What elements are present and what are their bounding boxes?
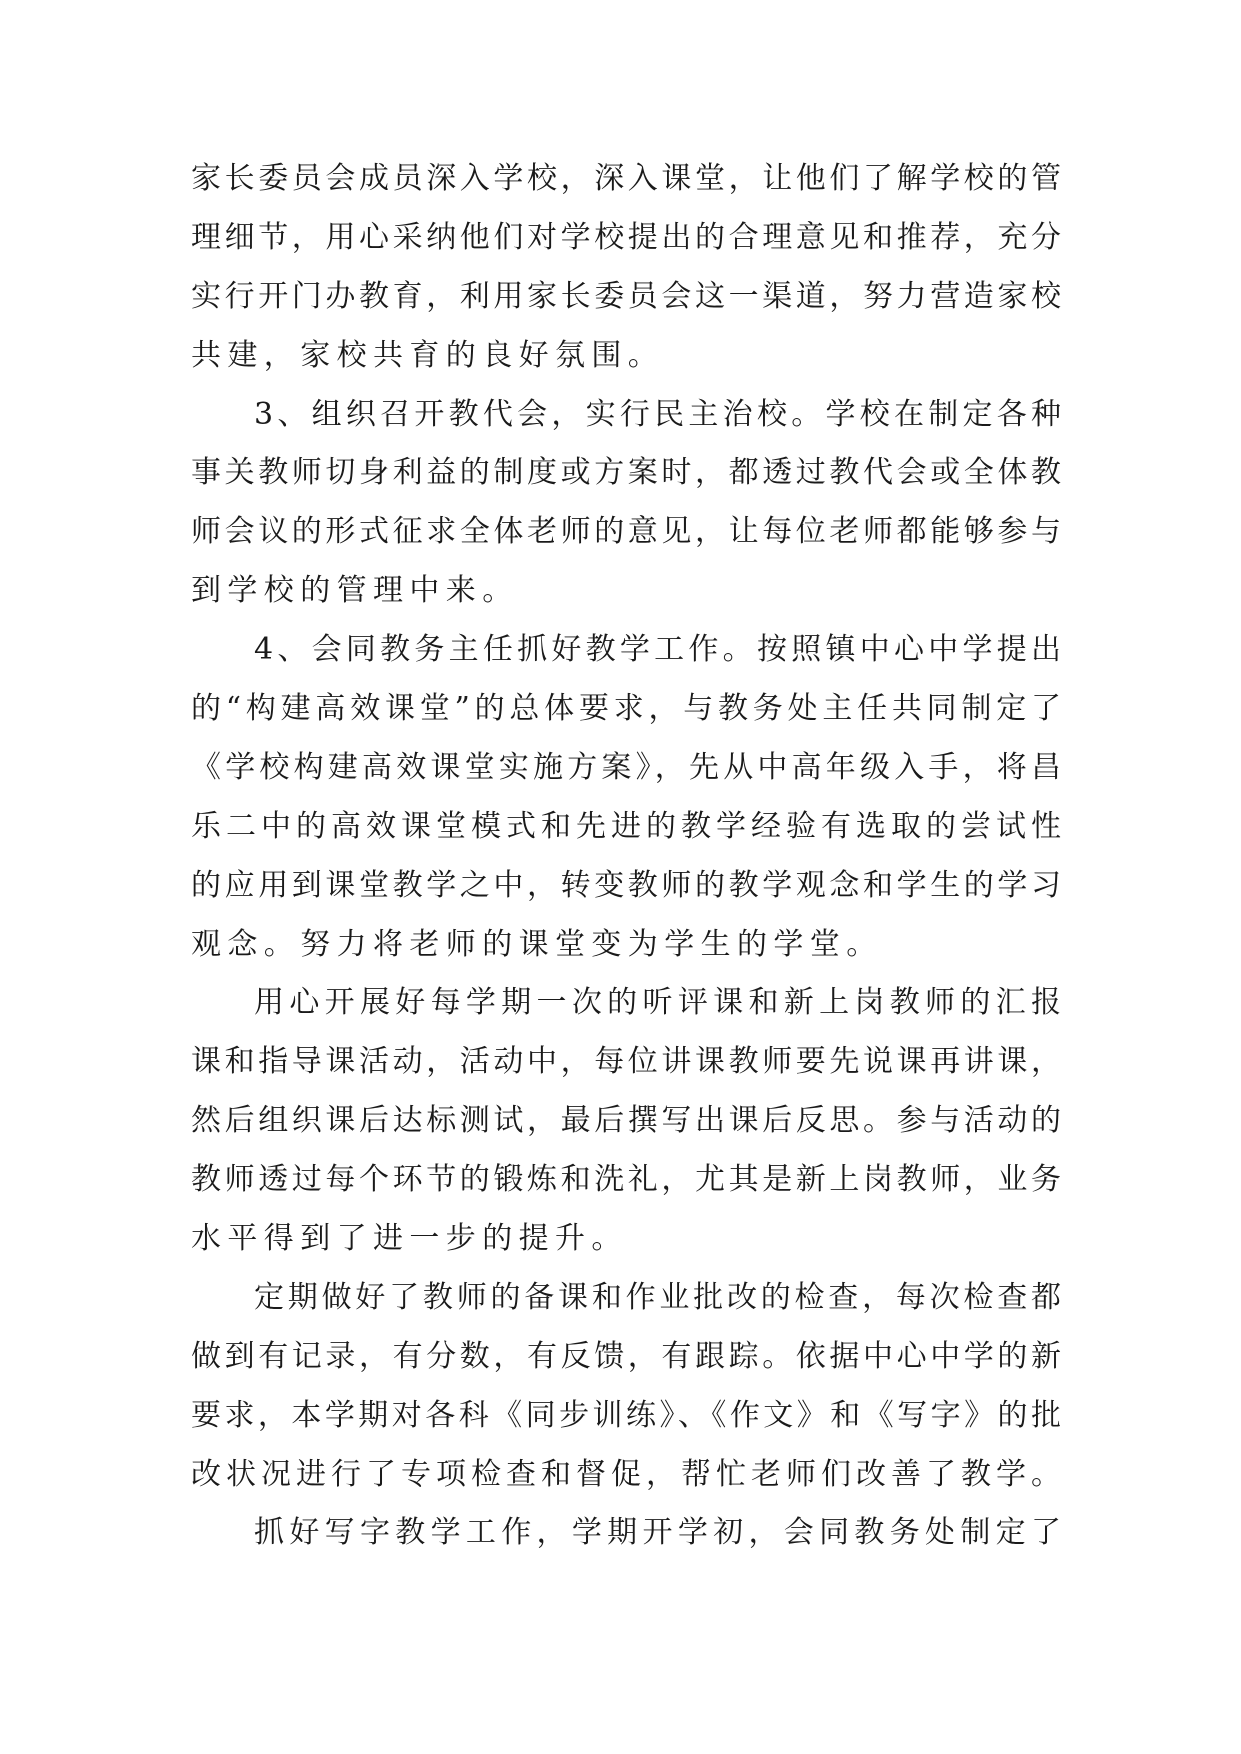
text-line: 要求，本学期对各科《同步训练》、《作文》和《写字》的批 <box>191 1397 1061 1433</box>
text-line: 师会议的形式征求全体老师的意见，让每位老师都能够参与 <box>191 514 1061 550</box>
text-line: 事关教师切身利益的制度或方案时，都透过教代会或全体教 <box>191 455 1061 491</box>
document-body <box>191 150 1061 1563</box>
text-line: 然后组织课后达标测试，最后撰写出课后反思。参与活动的 <box>191 1103 1061 1139</box>
paragraph-first-line: 4、会同教务主任抓好教学工作。按照镇中心中学提出 <box>254 632 1061 668</box>
text-line: 共建，家校共育的良好氛围。 <box>191 337 665 373</box>
text-line: 《学校构建高效课堂实施方案》，先从中高年级入手，将昌 <box>191 749 1061 785</box>
text-line: 的“构建高效课堂”的总体要求，与教务处主任共同制定了 <box>191 691 1061 727</box>
text-line: 改状况进行了专项检查和督促，帮忙老师们改善了教学。 <box>191 1456 1061 1492</box>
text-line: 理细节，用心采纳他们对学校提出的合理意见和推荐，充分 <box>191 219 1061 255</box>
text-line: 到学校的管理中来。 <box>191 573 519 609</box>
paragraph-first-line: 3、组织召开教代会，实行民主治校。学校在制定各种 <box>254 396 1061 432</box>
text-line: 乐二中的高效课堂模式和先进的教学经验有选取的尝试性 <box>191 808 1061 844</box>
paragraph-first-line: 定期做好了教师的备课和作业批改的检查，每次检查都 <box>254 1279 1061 1315</box>
text-line: 水平得到了进一步的提升。 <box>191 1221 628 1257</box>
paragraph-first-line: 抓好写字教学工作，学期开学初，会同教务处制定了 <box>254 1515 1061 1551</box>
paragraph-first-line: 用心开展好每学期一次的听评课和新上岗教师的汇报 <box>254 985 1061 1021</box>
text-line: 观念。努力将老师的课堂变为学生的学堂。 <box>191 926 883 962</box>
text-line: 教师透过每个环节的锻炼和洗礼，尤其是新上岗教师，业务 <box>191 1162 1061 1198</box>
text-line: 家长委员会成员深入学校，深入课堂，让他们了解学校的管 <box>191 161 1061 196</box>
text-line: 课和指导课活动，活动中，每位讲课教师要先说课再讲课， <box>191 1044 1061 1080</box>
text-line: 实行开门办教育，利用家长委员会这一渠道，努力营造家校 <box>191 278 1061 314</box>
text-line: 做到有记录，有分数，有反馈，有跟踪。依据中心中学的新 <box>191 1338 1061 1374</box>
text-line: 的应用到课堂教学之中，转变教师的教学观念和学生的学习 <box>191 867 1061 903</box>
